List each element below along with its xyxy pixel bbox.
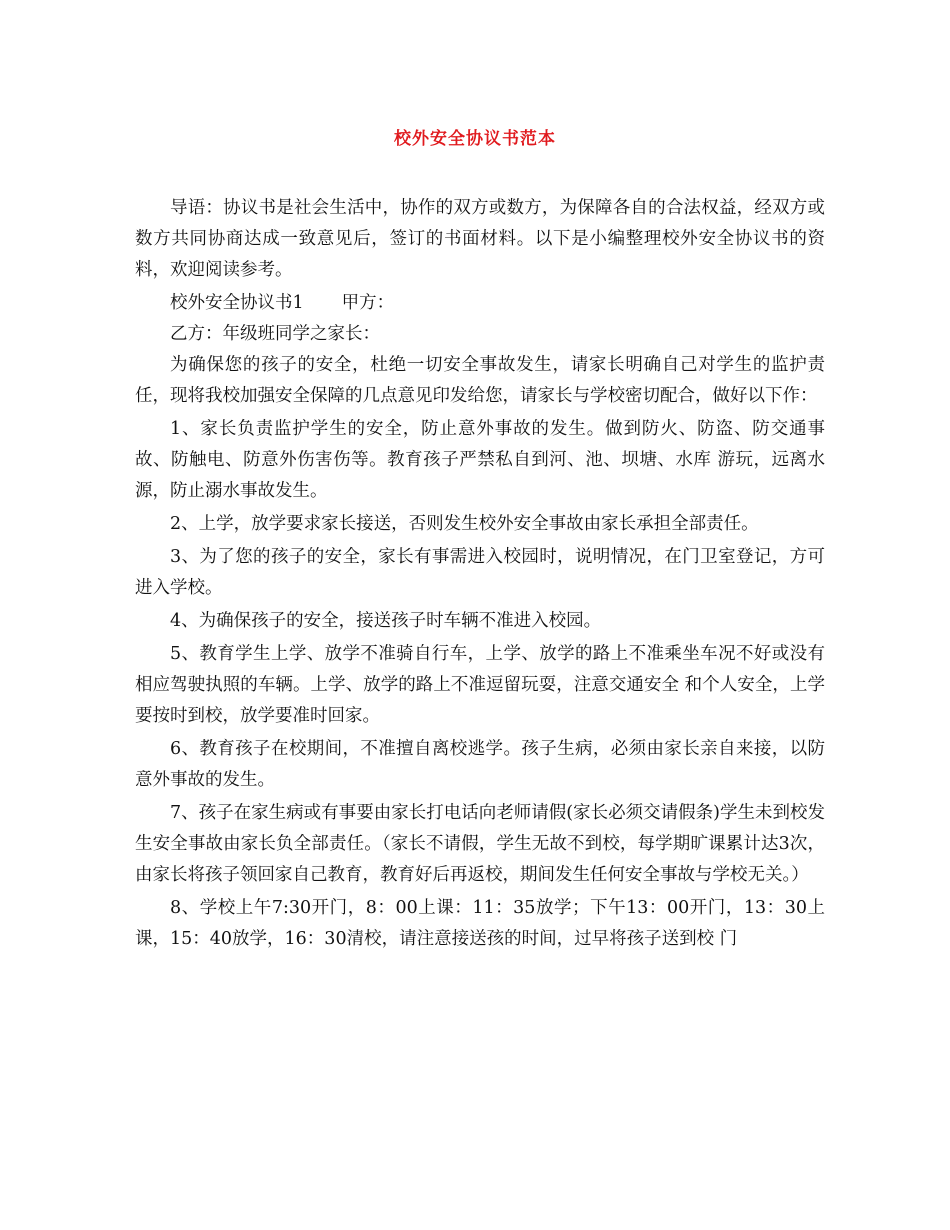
party-a-label: 甲方： <box>341 293 395 313</box>
item-paragraph-8: 8、学校上午7:30开门，8：00上课：11：35放学；下午13：00开门，13：30上课，15：40放学，16：30清校，请注意接送孩的时间，过早将孩子送到校 门 <box>135 898 825 949</box>
item-paragraph-3: 3、为了您的孩子的安全，家长有事需进入校园时，说明情况，在门卫室登记，方可进入学校。 <box>135 547 825 598</box>
document-body <box>135 193 825 957</box>
item-paragraph-6: 6、教育孩子在校期间，不准擅自离校逃学。孩子生病，必须由家长亲自来接，以防意外事故的发生。 <box>135 739 825 790</box>
item-paragraph-4: 4、为确保孩子的安全，接送孩子时车辆不准进入校园。 <box>170 611 602 631</box>
agreement-number: 校外安全协议书1 <box>170 293 304 313</box>
item-paragraph-5: 5、教育学生上学、放学不准骑自行车，上学、放学的路上不准乘坐车况不好或没有相应驾驶执照的车辆。上学、放学的路上不准逗留玩耍，注意交通安全 和个人安全，上学要按时到校，放学要准时回家。 <box>135 644 825 726</box>
preamble-paragraph: 为确保您的孩子的安全，杜绝一切安全事故发生，请家长明确自己对学生的监护责任，现将我校加强安全保障的几点意见印发给您，请家长与学校密切配合，做好以下作： <box>135 355 825 406</box>
item-paragraph-2: 2、上学，放学要求家长接送，否则发生校外安全事故由家长承担全部责任。 <box>170 514 759 534</box>
document-title: 校外安全协议书范本 <box>394 129 556 149</box>
party-b-label: 乙方：年级班同学之家长： <box>170 324 380 344</box>
agreement-heading <box>135 288 825 319</box>
item-paragraph-7: 7、孩子在家生病或有事要由家长打电话向老师请假(家长必须交请假条)学生未到校发生安全事故由家长负全部责任。（家长不请假，学生无故不到校，每学期旷课累计达3次，由家长将孩子领回家自己教育，教育好后再返校，期间发生任何安全事故与学校无关。） <box>135 803 825 885</box>
intro-paragraph: 导语：协议书是社会生活中，协作的双方或数方，为保障各自的合法权益，经双方或数方共同协商达成一致意见后，签订的书面材料。以下是小编整理校外安全协议书的资料，欢迎阅读参考。 <box>135 198 825 280</box>
item-paragraph-1: 1、家长负责监护学生的安全，防止意外事故的发生。做到防火、防盗、防交通事故、防触电、防意外伤害伤等。教育孩子严禁私自到河、池、坝塘、水库 游玩，远离水源，防止溺水事故发生。 <box>135 419 825 501</box>
